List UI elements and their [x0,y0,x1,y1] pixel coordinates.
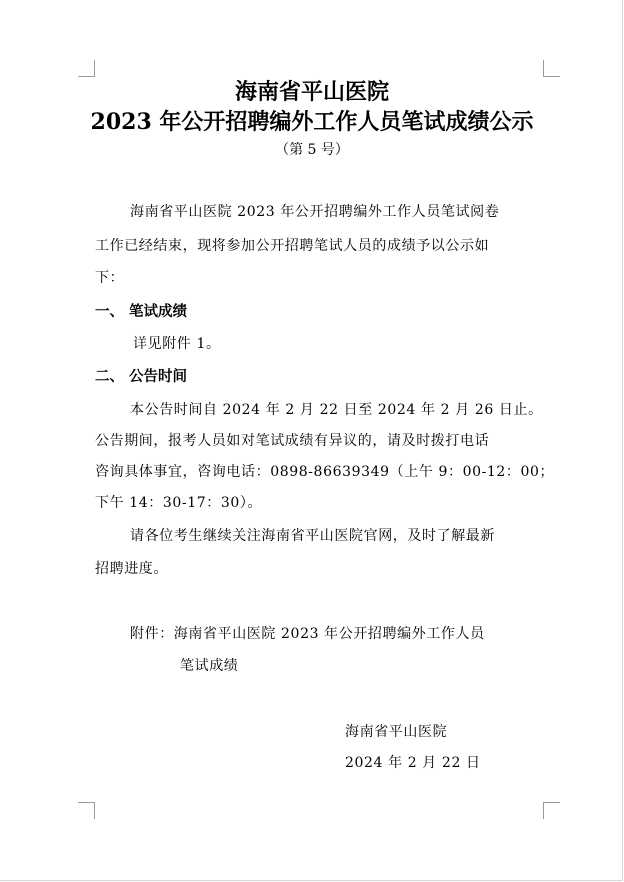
closing-line-2: 招聘进度。 [95,561,168,577]
section2-heading: 二、 公告时间 [95,369,188,385]
intro-line-2: 工作已经结束，现将参加公开招聘笔试人员的成绩予以公示如 [95,238,490,254]
attachment-line-2: 笔试成绩 [180,658,239,674]
corner-mark-top-right [543,60,560,77]
document-title-line1: 海南省平山医院 [234,79,389,105]
corner-mark-bottom-right [543,802,560,819]
document-title-line2: 2023 年公开招聘编外工作人员笔试成绩公示 [90,109,534,135]
attachment-line-1: 附件：海南省平山医院 2023 年公开招聘编外工作人员 [130,626,485,642]
section1-content: 详见附件 1。 [133,336,221,352]
intro-line-3: 下： [95,270,125,286]
section2-line-3: 咨询具体事宜，咨询电话：0898-86639349（上午 9：00-12：00； [95,464,555,480]
section1-heading: 一、 笔试成绩 [95,304,188,320]
corner-mark-bottom-left [78,802,95,819]
section2-line-1: 本公告时间自 2024 年 2 月 22 日至 2024 年 2 月 26 日止。 [130,402,543,418]
document-number: （第 5 号） [275,142,349,158]
section2-line-2: 公告期间，报考人员如对笔试成绩有异议的，请及时拨打电话 [95,433,490,449]
section2-line-4: 下午 14：30-17：30）。 [95,495,263,511]
corner-mark-top-left [78,60,95,77]
signature-date: 2024 年 2 月 22 日 [345,755,481,771]
closing-line-1: 请各位考生继续关注海南省平山医院官网，及时了解最新 [130,528,495,544]
intro-line-1: 海南省平山医院 2023 年公开招聘编外工作人员笔试阅卷 [130,204,500,220]
signature-organization: 海南省平山医院 [345,724,448,740]
